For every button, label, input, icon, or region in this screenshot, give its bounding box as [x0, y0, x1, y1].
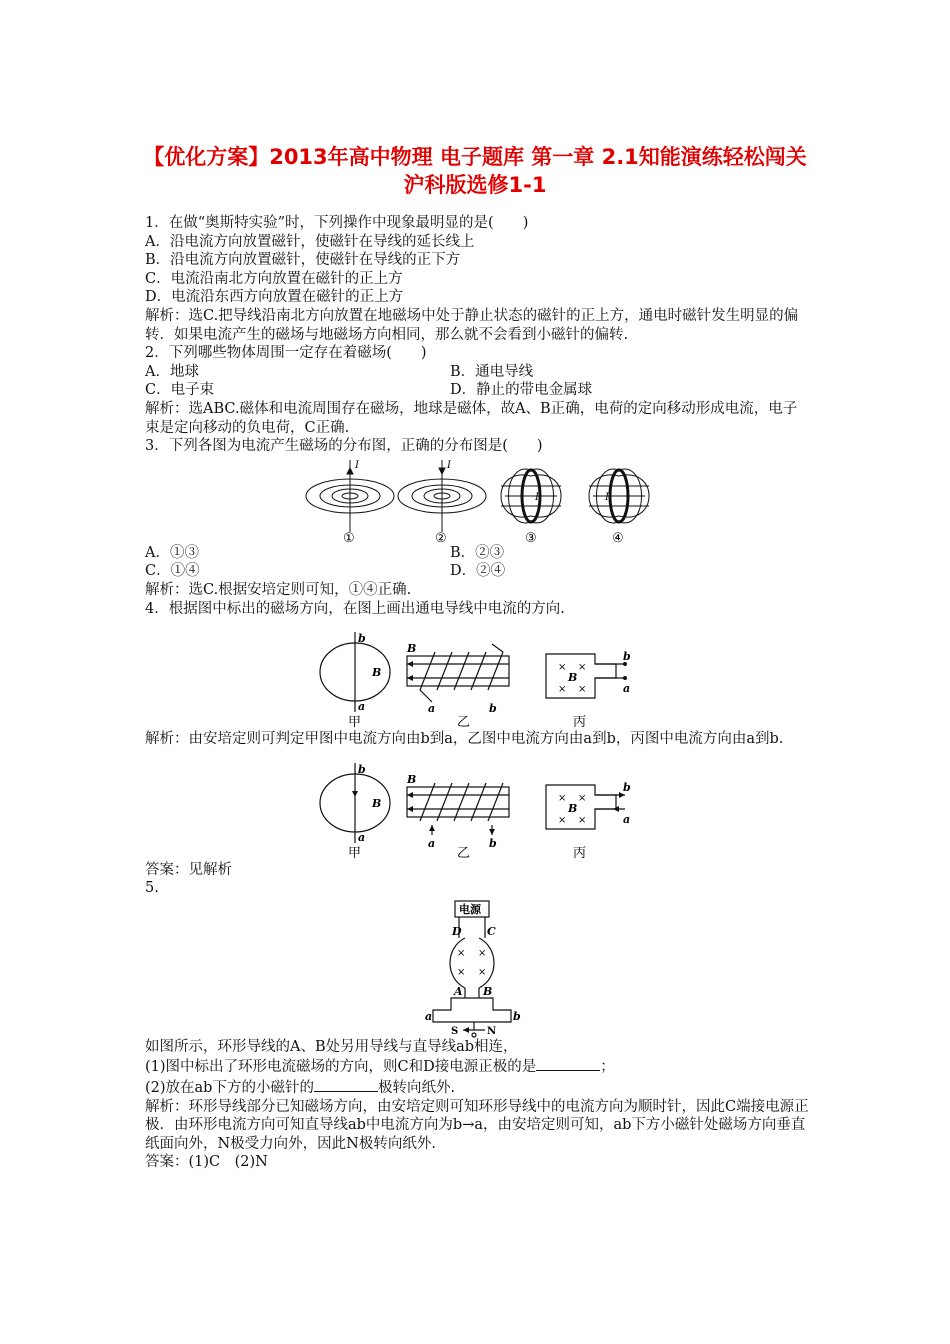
q4-fig3-cross-1: ×: [558, 662, 567, 674]
q4-answer-fig3-cross-1: ×: [558, 792, 567, 804]
document-title: [110, 143, 840, 199]
q2-option-b: B．通电导线: [450, 363, 534, 380]
q4-answer-fig2-label-a: a: [428, 836, 436, 850]
q5-sub1: [145, 1056, 810, 1077]
q5-label-c: C: [487, 924, 496, 938]
q4-fig3-cross-2: ×: [578, 662, 587, 674]
q1-option-d: D．电流沿东西方向放置在磁针的正上方: [145, 289, 404, 306]
q4-diagrams: [145, 618, 810, 730]
q1-analysis: 解析：选C.把导线沿南北方向放置在地磁场中处于静止状态的磁针的正上方，通电时磁针发生明显的偏转．如果电流产生的磁场与地磁场方向相同，那么就不会看到小磁针的偏转.: [145, 307, 799, 343]
q5-circuit-diagram: [145, 898, 810, 1038]
q5-sub2-end: 极转向纸外.: [377, 1080, 456, 1097]
q4-answer-fig2-caption: 乙: [457, 845, 471, 861]
q4-answer-diagrams: [145, 749, 810, 861]
q5-number: 5.: [145, 880, 159, 897]
q1-option-b: B．沿电流方向放置磁针，使磁针在导线的正下方: [145, 252, 461, 269]
q4-fig3-cross-3: ×: [558, 684, 567, 696]
q4-answer-fig3-label-b: b: [623, 780, 631, 794]
q5-label-b-upper: B: [483, 984, 493, 998]
q2-options-row-1: [145, 363, 810, 382]
q1-stem: 1．在做“奥斯特实验”时，下列操作中现象最明显的是( ): [145, 215, 529, 231]
q4-answer-fig1-label-a: a: [358, 830, 366, 844]
q4-fig1-label-a: a: [358, 700, 366, 714]
q2-analysis: 解析：选ABC.磁体和电流周围存在磁场，地球是磁体，故A、B正确，电荷的定向移动形成电流，电子束是定向移动的负电荷，C正确.: [145, 400, 798, 436]
q4-fig3-cross-4: ×: [578, 684, 587, 696]
q4-fig2-label-b: b: [489, 702, 497, 716]
q5-label-d: D: [452, 924, 462, 938]
q5-cross-1: ×: [457, 947, 466, 959]
q4-answer-fig2-label-b: b: [489, 836, 497, 850]
q5-label-a-upper: A: [454, 984, 463, 998]
q1-option-a: A．沿电流方向放置磁针，使磁针在导线的延长线上: [145, 233, 475, 250]
q3-fig2-current-label: I: [447, 459, 451, 471]
q4-answer-fig1-label-b: b: [358, 762, 366, 776]
q4-fig2-label-B: B: [407, 642, 417, 656]
q5-label-s: S: [451, 1025, 459, 1037]
q3-option-d: D．②④: [450, 563, 506, 580]
q4-fig1-label-b: b: [358, 632, 366, 646]
q5-cross-4: ×: [478, 966, 487, 978]
q4-fig3-caption: 丙: [573, 715, 587, 731]
title-line-2: 沪科版选修1-1: [403, 173, 547, 197]
q4-answer: 答案：见解析: [145, 861, 232, 878]
q3-fig1-label: ①: [343, 530, 355, 544]
q3-fig4-field-lines: [589, 469, 649, 523]
q4-stem: 4．根据图中标出的磁场方向，在图上画出通电导线中电流的方向.: [145, 600, 565, 617]
q5-sub1-end: ；: [600, 1059, 615, 1076]
document-body: [145, 214, 810, 1172]
q3-options-row-2: [145, 562, 810, 581]
q4-fig3-label-a: a: [623, 682, 631, 696]
q5-power-label: 电源: [459, 902, 481, 916]
q5-answer: 答案：(1)C (2)N: [145, 1154, 268, 1171]
q3-fig3-label: ③: [525, 530, 537, 544]
q2-option-a: A．地球: [145, 363, 199, 380]
q3-fig1-current-label: I: [355, 459, 359, 471]
q5-label-b: b: [513, 1009, 521, 1023]
q5-cross-3: ×: [457, 966, 466, 978]
q3-fig3-current-label: I: [535, 491, 539, 503]
q5-sub1-blank[interactable]: [536, 1056, 600, 1071]
q3-fig4-label: ④: [612, 530, 624, 544]
q5-stem: 如图所示，环形导线的A、B处另用导线与直导线ab相连，: [145, 1038, 518, 1055]
q5-label-n: N: [487, 1025, 497, 1037]
q3-figure: [145, 456, 810, 544]
q4-answer-fig2-label-B: B: [407, 772, 417, 786]
q5-sub2-text: (2)放在ab下方的小磁针的: [145, 1080, 314, 1097]
q4-analysis: 解析：由安培定则可判定甲图中电流方向由b到a，乙图中电流方向由a到b，丙图中电流方向由a到b.: [145, 731, 784, 748]
q4-fig1-caption: 甲: [348, 715, 362, 731]
q5-cross-2: ×: [478, 947, 487, 959]
q4-answer-fig3-cross-2: ×: [578, 792, 587, 804]
q5-sub1-text: (1)图中标出了环形电流磁场的方向，则C和D接电源正极的是: [145, 1059, 537, 1076]
q3-fig2-field-lines: [398, 460, 486, 532]
q4-fig3-label-b: b: [623, 650, 631, 664]
q2-options-row-2: [145, 381, 810, 400]
q4-answer-fig3-label-a: a: [623, 812, 631, 826]
q1-option-c: C．电流沿南北方向放置在磁针的正上方: [145, 270, 403, 287]
q4-fig3-label-B: B: [568, 671, 578, 685]
q3-fig4-current-label: I: [605, 491, 609, 503]
q4-answer-fig1-label-B: B: [372, 796, 382, 810]
q4-answer-fig3-label-B: B: [568, 801, 578, 815]
q3-field-diagrams: [145, 456, 810, 544]
q5-label-a: a: [425, 1009, 433, 1023]
q3-fig3-field-lines: [501, 469, 561, 523]
q4-figure: [145, 618, 810, 730]
q4-answer-fig3-cross-3: ×: [558, 814, 567, 826]
q4-answer-fig3-caption: 丙: [573, 845, 587, 861]
q3-stem: 3．下列各图为电流产生磁场的分布图，正确的分布图是( ): [145, 438, 543, 455]
q5-analysis: 解析：环形导线部分已知磁场方向，由安培定则可知环形导线中的电流方向为顺时针，因此C端接电源正极．由环形电流方向可知直导线ab中电流方向为b→a，由安培定则可知，ab下方小磁针处磁场方向垂直纸面向外，N极受力向外，因此N极转向纸外.: [145, 1098, 809, 1152]
q5-sub2: [145, 1077, 810, 1098]
q4-fig2-label-a: a: [428, 702, 436, 716]
q5-sub2-blank[interactable]: [314, 1077, 378, 1092]
q3-options-row-1: [145, 544, 810, 563]
q2-option-d: D．静止的带电金属球: [450, 382, 593, 399]
q3-fig2-label: ②: [435, 530, 447, 544]
title-line-1: 【优化方案】2013年高中物理 电子题库 第一章 2.1知能演练轻松闯关: [143, 145, 807, 169]
q4-fig2-caption: 乙: [457, 715, 471, 731]
q5-figure: [145, 898, 810, 1038]
q3-option-b: B．②③: [450, 544, 505, 561]
q2-stem: 2．下列哪些物体周围一定存在着磁场( ): [145, 345, 427, 362]
q3-analysis: 解析：选C.根据安培定则可知，①④正确.: [145, 581, 412, 598]
q4-fig1-label-B: B: [372, 666, 382, 680]
q3-fig1-field-lines: [306, 460, 394, 532]
q4-answer-fig3-cross-4: ×: [578, 814, 587, 826]
q3-option-a: A．①③: [145, 544, 199, 561]
q3-option-c: C．①④: [145, 563, 200, 580]
q4-answer-figure: [145, 749, 810, 861]
q4-answer-fig1-caption: 甲: [348, 845, 362, 861]
q2-option-c: C．电子束: [145, 382, 215, 399]
